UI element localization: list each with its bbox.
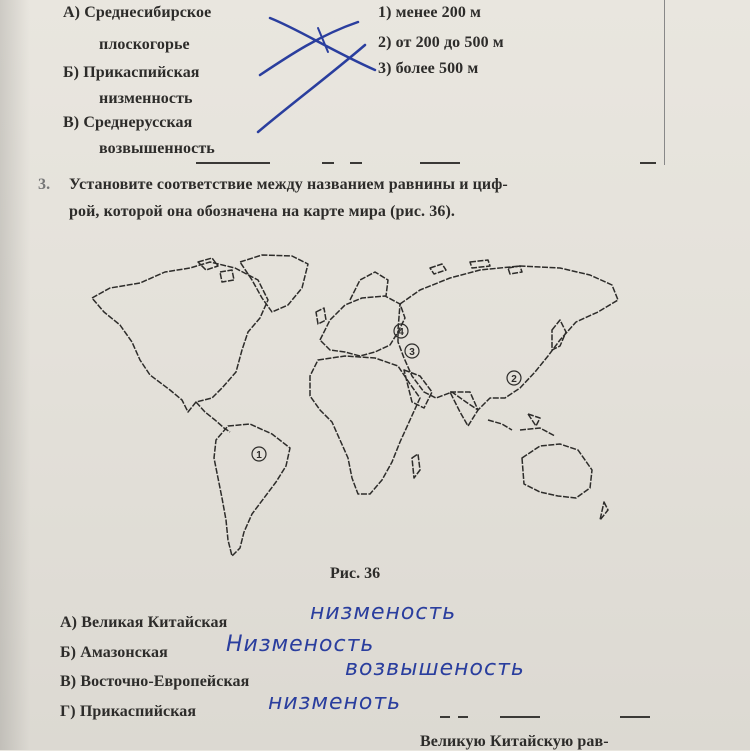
handwritten-answer-b: Низменость — [226, 632, 375, 657]
task3-answer-a: А) Великая Китайская — [60, 614, 228, 631]
task2-left-b-cont: низменность — [99, 90, 193, 107]
answer-line — [620, 716, 650, 718]
task3-number: 3. — [38, 176, 51, 193]
task2-right-2: 2) от 200 до 500 м — [378, 34, 504, 51]
map-marker-1-label: 1 — [256, 450, 262, 461]
task2-left-c-cont: возвышенность — [99, 140, 215, 157]
task2-left-a-cont: плоскогорье — [99, 36, 190, 53]
task3-answer-c: В) Восточно-Европейская — [60, 673, 250, 690]
handwritten-answer-a: низменость — [310, 600, 457, 625]
answer-line — [500, 716, 540, 718]
next-task-cut-text: Великую Китайскую рав- — [420, 733, 609, 750]
handwritten-answer-d: низменоть — [268, 690, 402, 715]
figure-caption: Рис. 36 — [330, 565, 381, 582]
task2-left-b: Б) Прикаспийская — [63, 64, 200, 81]
task3-question-line2: рой, которой она обозначена на карте мира (рис. 36). — [69, 203, 455, 220]
task2-right-1: 1) менее 200 м — [378, 4, 482, 21]
answer-line — [458, 716, 468, 718]
map-marker-4-label: 4 — [398, 327, 404, 338]
task3-answer-d: Г) Прикаспийская — [60, 703, 197, 720]
task2-left-c: В) Среднерусская — [63, 114, 193, 131]
task2-right-3: 3) более 500 м — [378, 60, 479, 77]
map-marker-3-label: 3 — [409, 347, 415, 358]
answer-line — [440, 716, 450, 718]
task2-left-a: А) Среднесибирское — [63, 4, 212, 21]
task3-question-line1: Установите соответствие между названием равнины и циф- — [69, 176, 508, 193]
task3-answer-b: Б) Амазонская — [60, 644, 168, 661]
handwritten-answer-c: возвышеность — [345, 656, 525, 681]
map-marker-2-label: 2 — [511, 374, 517, 385]
